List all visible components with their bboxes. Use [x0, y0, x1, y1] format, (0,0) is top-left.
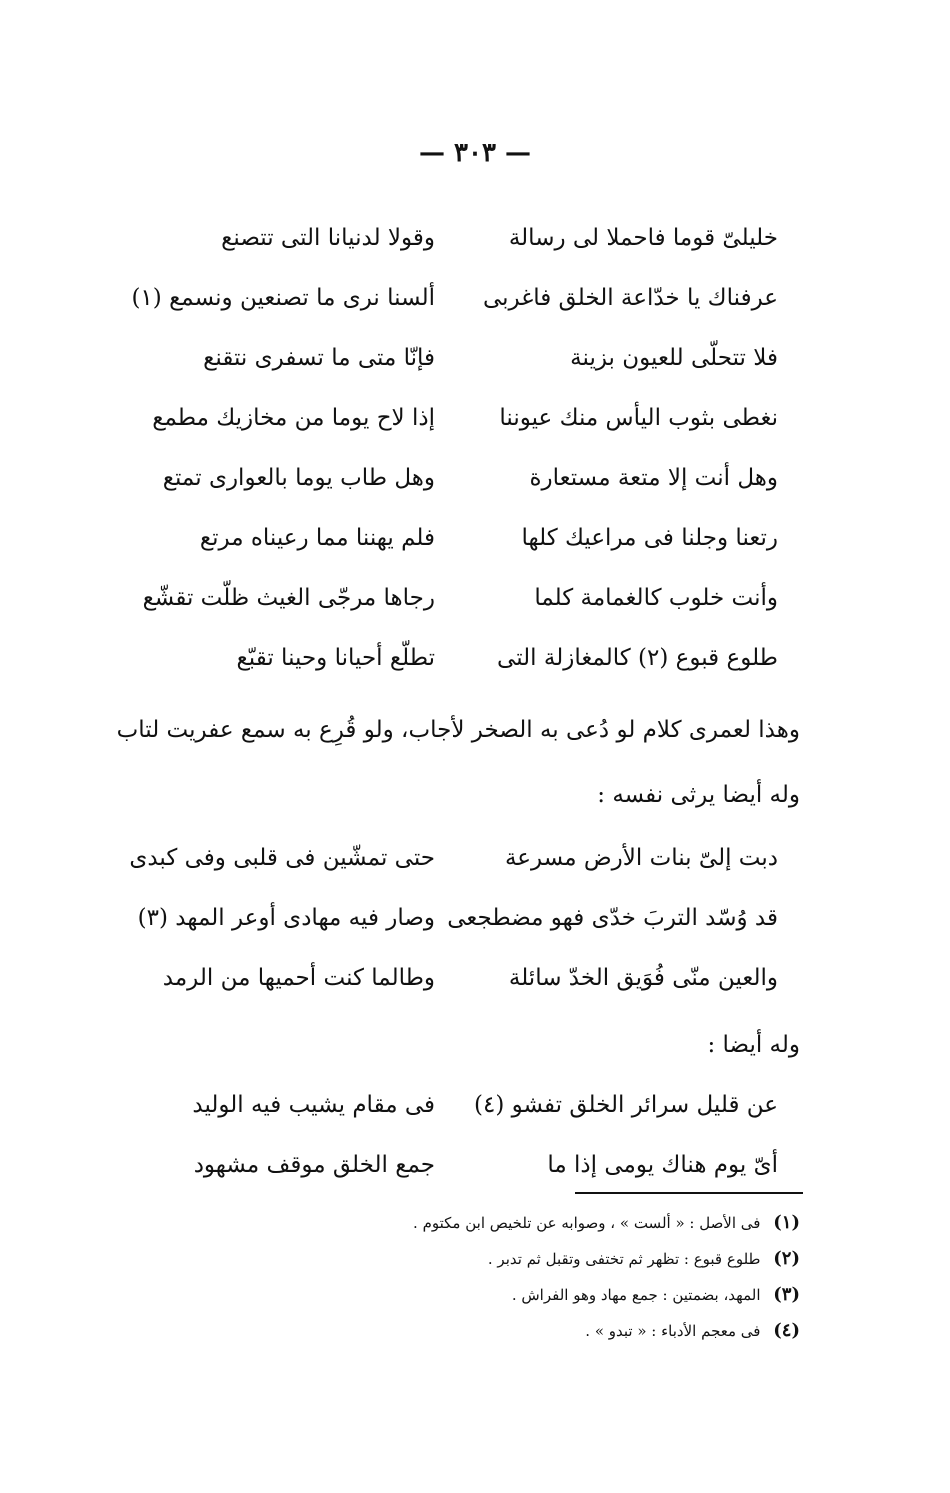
verse	[150, 1145, 800, 1205]
verse-second-hemistich: وهل طاب يوما بالعوارى تمتع	[162, 465, 435, 491]
verse	[150, 398, 800, 458]
footnote-number: (١)	[773, 1212, 800, 1233]
page-number: — ٣٠٣ —	[418, 138, 532, 168]
poem-1	[131, 218, 800, 698]
verse-second-hemistich: فإنّا متى ما تسفرى نتقنع	[203, 345, 435, 371]
verse-second-hemistich: ألسنا نرى ما تصنعين ونسمع (١)	[131, 285, 435, 311]
verse	[129, 838, 800, 898]
verse-first-hemistich: عرفناك يا خدّاعة الخلق فاغربى	[482, 285, 778, 311]
footnote-text: فى الأصل : « ألست » ، وصوابه عن تلخيص ابن مكتوم .	[413, 1214, 761, 1232]
verse-first-hemistich: أىّ يوم هناك يومى إذا ما	[547, 1152, 778, 1178]
footnote	[160, 1277, 800, 1313]
poem-2	[129, 838, 800, 1018]
footnote-text: المهد، بضمتين : جمع مهاد وهو الفراش .	[511, 1286, 761, 1304]
footnote	[160, 1313, 800, 1349]
footnote	[160, 1205, 800, 1241]
verse-second-hemistich: وقولا لدنيانا التى تتصنع	[221, 225, 435, 251]
prose-commentary: وهذا لعمرى كلام لو دُعى به الصخر لأجاب، ولو قُرِع به سمع عفريت لتاب	[116, 717, 800, 743]
poem-3	[150, 1085, 800, 1205]
verse	[137, 898, 800, 958]
verse-first-hemistich: وهل أنت إلا متعة مستعارة	[529, 465, 778, 491]
verse-second-hemistich: إذا لاح يوما من مخازيك مطمع	[152, 405, 435, 431]
verse-first-hemistich: عن قليل سرائر الخلق تفشو (٤)	[474, 1092, 778, 1118]
verse	[150, 518, 800, 578]
footnote-divider	[575, 1192, 803, 1194]
verse	[150, 638, 800, 698]
verse-second-hemistich: حتى تمشّين فى قلبى وفى كبدى	[129, 845, 435, 871]
verse-second-hemistich: فى مقام يشيب فيه الوليد	[192, 1092, 435, 1118]
verse-first-hemistich: دبت إلىّ بنات الأرض مسرعة	[504, 845, 778, 871]
section-intro: وله أيضا :	[707, 1032, 800, 1058]
verse-first-hemistich: نغطى بثوب اليأس منك عيوننا	[499, 405, 778, 431]
footnote-text: فى معجم الأدباء : « تبدو » .	[585, 1322, 761, 1340]
verse-second-hemistich: فلم يهننا مما رعيناه مرتع	[199, 525, 435, 551]
footnote-number: (٣)	[773, 1284, 800, 1305]
verse	[150, 958, 800, 1018]
verse	[142, 578, 800, 638]
verse-first-hemistich: قد وُسّد التربَ خدّى فهو مضطجعى	[447, 905, 778, 931]
footnote-number: (٢)	[773, 1248, 800, 1269]
footnotes	[160, 1205, 800, 1349]
verse-second-hemistich: جمع الخلق موقف مشهود	[193, 1152, 435, 1178]
verse-first-hemistich: فلا تتحلّى للعيون بزينة	[570, 345, 778, 371]
verse-second-hemistich: وطالما كنت أحميها من الرمد	[162, 965, 435, 991]
verse-first-hemistich: رتعنا وجلنا فى مراعيك كلها	[521, 525, 778, 551]
verse-second-hemistich: تطلّع أحيانا وحينا تقبّع	[236, 645, 435, 671]
verse-second-hemistich: رجاها مرجّى الغيث ظلّت تقشّع	[142, 585, 435, 611]
verse-first-hemistich: والعين منّى فُوَيق الخدّ سائلة	[508, 965, 778, 991]
verse	[150, 1085, 800, 1145]
verse-first-hemistich: طلوع قبوع (٢) كالمغازلة التى	[497, 645, 778, 671]
verse	[131, 278, 800, 338]
footnote-number: (٤)	[773, 1320, 800, 1341]
verse	[150, 338, 800, 398]
verse	[150, 218, 800, 278]
footnote	[160, 1241, 800, 1277]
footnote-text: طلوع قبوع : تظهر ثم تختفى وتقبل ثم تدبر .	[487, 1250, 761, 1268]
verse	[150, 458, 800, 518]
verse-first-hemistich: خليلىّ قوما فاحملا لى رسالة	[508, 225, 778, 251]
verse-second-hemistich: وصار فيه مهادى أوعر المهد (٣)	[137, 905, 435, 931]
section-intro: وله أيضا يرثى نفسه :	[597, 782, 800, 808]
verse-first-hemistich: وأنت خلوب كالغمامة كلما	[534, 585, 778, 611]
